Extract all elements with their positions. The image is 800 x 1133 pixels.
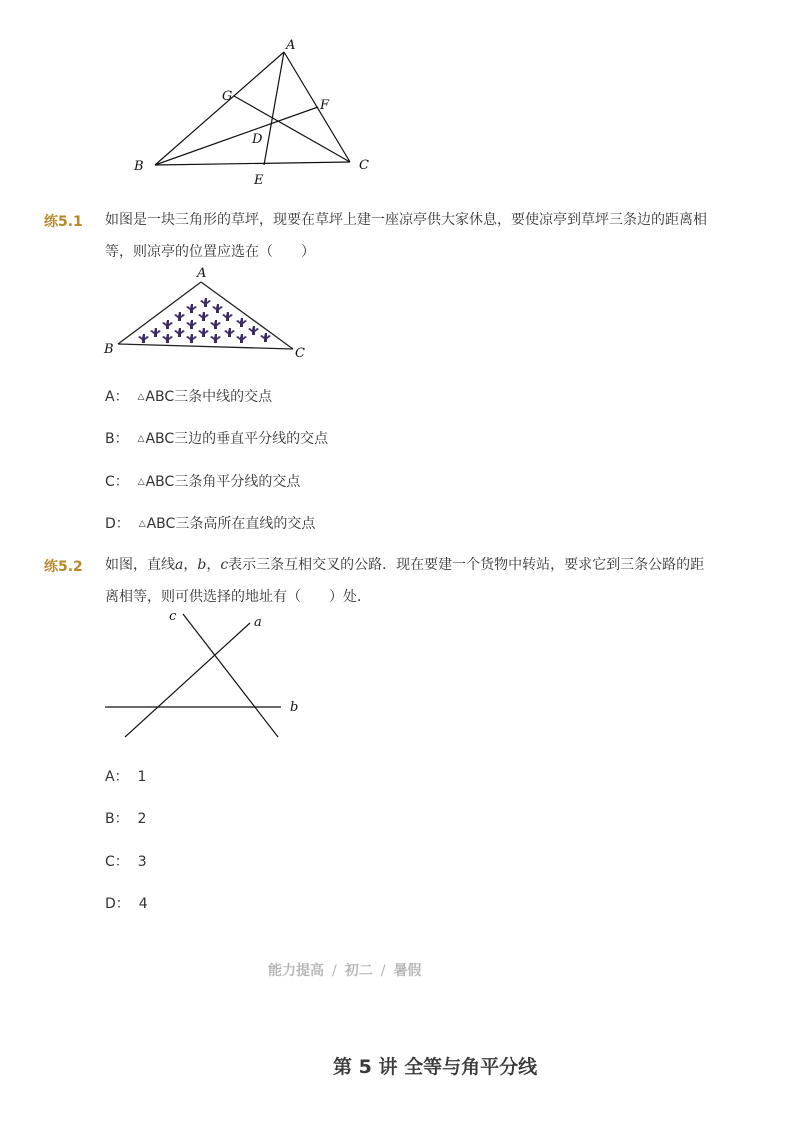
var-b: b bbox=[197, 557, 207, 573]
grass-tuft bbox=[198, 312, 209, 321]
grass-tuft bbox=[138, 334, 149, 343]
grass-tuft bbox=[210, 334, 221, 343]
cevian-ae bbox=[264, 52, 284, 165]
grass-tuft bbox=[174, 328, 185, 337]
footer-separator: / bbox=[332, 963, 337, 979]
option-5-1-b[interactable] bbox=[105, 428, 328, 448]
grass-tuft bbox=[186, 320, 197, 329]
label-e: E bbox=[254, 173, 264, 188]
option-key: D： bbox=[105, 516, 130, 532]
footer-part-2: 初二 bbox=[344, 963, 373, 979]
line-c bbox=[183, 614, 278, 737]
chapter-title: 第 5 讲 全等与角平分线 bbox=[333, 1056, 538, 1078]
grass-tufts bbox=[138, 298, 271, 343]
label-g: G bbox=[222, 89, 233, 104]
option-text: ABC三条中线的交点 bbox=[145, 389, 273, 405]
footer-part-3: 暑假 bbox=[393, 963, 422, 979]
option-text: ABC三边的垂直平分线的交点 bbox=[145, 431, 329, 447]
option-5-2-b[interactable] bbox=[105, 808, 146, 828]
option-5-1-d[interactable] bbox=[105, 513, 315, 533]
grass-tuft bbox=[248, 326, 259, 335]
option-5-2-a[interactable] bbox=[105, 766, 146, 786]
footer-part-1: 能力提高 bbox=[268, 963, 324, 979]
option-key: C： bbox=[105, 474, 129, 490]
option-text: 3 bbox=[137, 854, 147, 870]
label-b: B bbox=[134, 159, 144, 174]
label-a: A bbox=[286, 38, 296, 53]
option-5-1-c[interactable] bbox=[105, 471, 300, 491]
option-key: B： bbox=[105, 431, 129, 447]
grass-tuft bbox=[260, 333, 271, 342]
cevian-cg bbox=[234, 96, 350, 162]
label-c: C bbox=[359, 158, 369, 173]
grass-tuft bbox=[200, 298, 211, 307]
page-footer bbox=[268, 960, 421, 980]
option-key: D： bbox=[105, 896, 130, 912]
lawn-triangle-figure bbox=[100, 264, 320, 364]
option-5-1-a[interactable] bbox=[105, 386, 272, 406]
option-text: ABC三条高所在直线的交点 bbox=[146, 516, 316, 532]
option-key: A： bbox=[105, 769, 129, 785]
lawn-side-ab bbox=[118, 282, 201, 344]
lawn-label-b: B bbox=[104, 342, 114, 357]
grass-tuft bbox=[236, 334, 247, 343]
triangle-cevians-figure bbox=[130, 34, 390, 194]
option-text: 2 bbox=[137, 811, 147, 827]
triangle-symbol: △ bbox=[137, 477, 145, 487]
question-text-5-1: 如图是一块三角形的草坪，现要在草坪上建一座凉亭供大家休息，要使凉亭到草坪三条边的距离相等，则凉亭的位置应选在（ ） bbox=[105, 212, 707, 260]
var-a: a bbox=[175, 557, 184, 573]
grass-tuft bbox=[222, 312, 233, 321]
grass-tuft bbox=[186, 304, 197, 313]
line-a bbox=[125, 623, 250, 737]
triangle-symbol: △ bbox=[137, 392, 145, 402]
grass-tuft bbox=[212, 304, 223, 313]
grass-tuft bbox=[150, 328, 161, 337]
question-text-5-2: 如图，直线a，b，c表示三条互相交叉的公路．现在要建一个货物中转站，要求它到三条公路的距离相等，则可供选择的地址有（ ）处． bbox=[105, 557, 705, 605]
road-label-b: b bbox=[290, 700, 299, 715]
label-f: F bbox=[320, 98, 330, 113]
option-text: ABC三条角平分线的交点 bbox=[145, 474, 301, 490]
label-d: D bbox=[252, 132, 263, 147]
road-label-c: c bbox=[169, 609, 177, 624]
side-ab bbox=[155, 52, 284, 165]
three-roads-figure bbox=[100, 606, 310, 741]
triangle-symbol: △ bbox=[138, 519, 146, 529]
option-text: 1 bbox=[137, 769, 147, 785]
triangle-symbol: △ bbox=[137, 434, 145, 444]
grass-tuft bbox=[162, 334, 173, 343]
option-text: 4 bbox=[138, 896, 148, 912]
lawn-side-bc bbox=[118, 344, 293, 349]
road-label-a: a bbox=[254, 615, 262, 630]
lawn-label-a: A bbox=[197, 266, 207, 281]
side-bc bbox=[155, 162, 350, 165]
lawn-label-c: C bbox=[295, 346, 305, 361]
var-c: c bbox=[220, 557, 229, 573]
option-key: A： bbox=[105, 389, 129, 405]
question-label-5-2: 练5.2 bbox=[44, 559, 83, 575]
grass-tuft bbox=[174, 312, 185, 321]
grass-tuft bbox=[186, 334, 197, 343]
grass-tuft bbox=[162, 320, 173, 329]
option-key: B： bbox=[105, 811, 129, 827]
option-5-2-d[interactable] bbox=[105, 893, 148, 913]
footer-separator: / bbox=[380, 963, 386, 979]
grass-tuft bbox=[210, 320, 221, 329]
cevian-bf bbox=[155, 107, 318, 165]
grass-tuft bbox=[236, 318, 247, 327]
option-5-2-c[interactable] bbox=[105, 851, 147, 871]
option-key: C： bbox=[105, 854, 129, 870]
grass-tuft bbox=[198, 328, 209, 337]
grass-tuft bbox=[224, 328, 235, 337]
question-label-5-1: 练5.1 bbox=[44, 214, 83, 230]
